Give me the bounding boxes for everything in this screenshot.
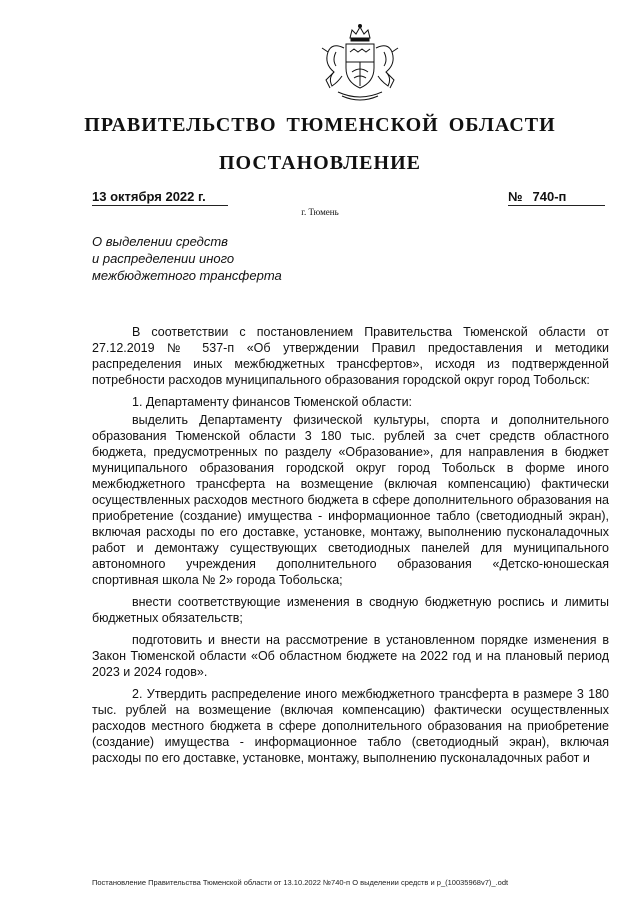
document-subject bbox=[92, 233, 352, 284]
subject-line: О выделении средств bbox=[92, 234, 228, 249]
subject-line: и распределении иного bbox=[92, 251, 235, 266]
document-number bbox=[508, 189, 605, 206]
document-body bbox=[92, 324, 609, 772]
body-paragraph: 2. Утвердить распределение иного межбюджетного трансферта в размере 3 180 тыс. рублей на возмещение (включая компенсацию) фактически осуществленных расходов местного бюджета в сфере дополнительного образования на приобретение (создание) имущества - информационное табло (светодиодный экран), включая расходы по его доставке, установке, монтажу, выполнению пусконаладочных работ и bbox=[92, 687, 609, 765]
document-type-title: ПОСТАНОВЛЕНИЕ bbox=[219, 152, 421, 174]
body-paragraph: выделить Департаменту физической культуры, спорта и дополнительного образования Тюменской области 3 180 тыс. рублей за счет средств областного бюджета, предусмотренных по разделу «Образование», для направления в бюджет муниципального образования городской округ город Тобольск в форме иного межбюджетного трансферта на возмещение (включая компенсацию) фактически осуществленных расходов местного бюджета в сфере дополнительного образования на приобретение (создание) имущества - информационное табло (светодиодный экран), включая расходы по его доставке, установке, монтажу, выполнению пусконаладочных работ и демонтажу существующих светодиодных панелей для муниципального автономного учреждения дополнительного образования «Детско-юношеская спортивная школа № 2» города Тобольска; bbox=[92, 413, 609, 587]
body-paragraph: 1. Департаменту финансов Тюменской области: bbox=[132, 395, 413, 409]
document-date: 13 октября 2022 г. bbox=[92, 189, 228, 206]
number-label: № bbox=[508, 189, 523, 204]
organization-title: ПРАВИТЕЛЬСТВО ТЮМЕНСКОЙ ОБЛАСТИ bbox=[84, 114, 556, 136]
city-label: г. Тюмень bbox=[301, 207, 339, 217]
body-paragraph: подготовить и внести на рассмотрение в установленном порядке изменения в Закон Тюменской области «Об областном бюджете на 2022 год и на плановый период 2023 и 2024 годов». bbox=[92, 633, 609, 679]
body-paragraph: В соответствии с постановлением Правительства Тюменской области от 27.12.2019 № 537-п «Об утверждении Правил предоставления и методики распределения иных межбюджетных трансфертов», исходя из подтвержденной потребности расходов муниципального образования городской округ город Тобольск: bbox=[92, 325, 609, 387]
subject-line: межбюджетного трансферта bbox=[92, 268, 282, 283]
number-value: 740-п bbox=[532, 189, 567, 204]
body-paragraph: внести соответствующие изменения в сводную бюджетную роспись и лимиты бюджетных обязательств; bbox=[92, 595, 609, 625]
coat-of-arms-icon bbox=[314, 22, 406, 104]
document-footer: Постановление Правительства Тюменской области от 13.10.2022 №740-п О выделении средств и р_(10035968v7)_.odt bbox=[92, 878, 509, 887]
